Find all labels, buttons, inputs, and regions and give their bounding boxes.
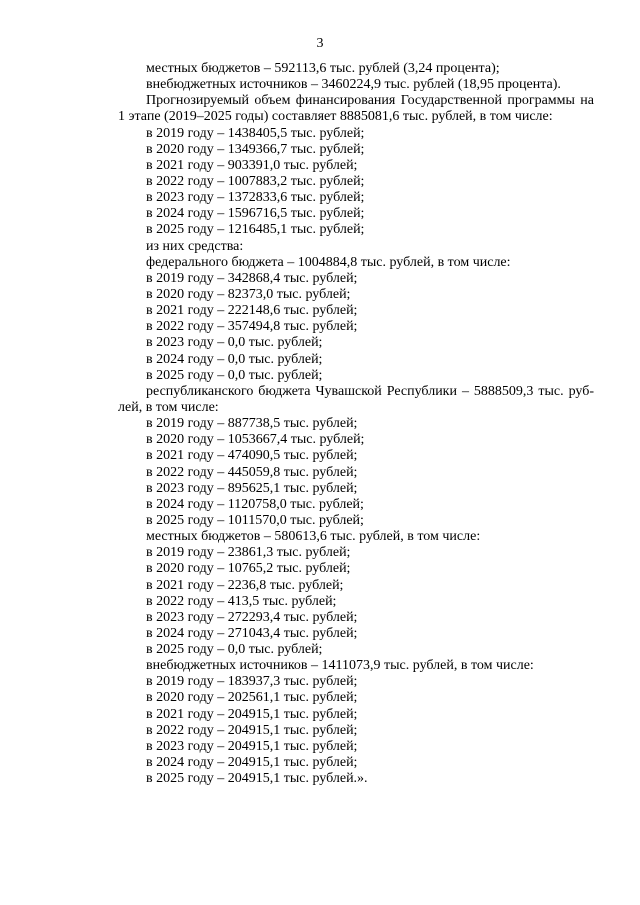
text-line: в 2021 году – 204915,1 тыс. рублей;	[146, 706, 358, 722]
document-body	[118, 61, 594, 787]
text-line: в 2021 году – 474090,5 тыс. рублей;	[146, 448, 358, 464]
text-line: в 2019 году – 183937,3 тыс. рублей;	[146, 674, 358, 690]
text-line: в 2024 году – 271043,4 тыс. рублей;	[146, 625, 358, 641]
text-line: Прогнозируемый объем финансирования Государственной программы на	[146, 93, 594, 109]
text-line: в 2024 году – 204915,1 тыс. рублей;	[146, 755, 358, 771]
text-line: в 2019 году – 1438405,5 тыс. рублей;	[146, 125, 365, 141]
text-line: в 2022 году – 204915,1 тыс. рублей;	[146, 722, 358, 738]
text-line: в 2023 году – 0,0 тыс. рублей;	[146, 335, 323, 351]
text-line: в 2025 году – 0,0 тыс. рублей;	[146, 367, 323, 383]
text-line: в 2024 году – 1120758,0 тыс. рублей;	[146, 496, 364, 512]
text-line: в 2022 году – 1007883,2 тыс. рублей;	[146, 173, 365, 189]
text-line: в 2022 году – 413,5 тыс. рублей;	[146, 593, 337, 609]
text-line: в 2019 году – 887738,5 тыс. рублей;	[146, 416, 358, 432]
text-line: лей, в том числе:	[118, 399, 219, 415]
text-line: в 2023 году – 895625,1 тыс. рублей;	[146, 480, 358, 496]
text-line: 1 этапе (2019–2025 годы) составляет 8885081,6 тыс. рублей, в том числе:	[118, 109, 553, 125]
text-line: в 2024 году – 1596716,5 тыс. рублей;	[146, 206, 365, 222]
text-line: местных бюджетов – 580613,6 тыс. рублей, в том числе:	[146, 529, 481, 545]
text-line: внебюджетных источников – 3460224,9 тыс. рублей (18,95 процента).	[146, 77, 561, 93]
text-line: в 2019 году – 342868,4 тыс. рублей;	[146, 270, 358, 286]
text-line: федерального бюджета – 1004884,8 тыс. рублей, в том числе:	[146, 254, 511, 270]
text-line: в 2023 году – 204915,1 тыс. рублей;	[146, 738, 358, 754]
page-number: 3	[316, 36, 324, 51]
text-line: внебюджетных источников – 1411073,9 тыс. рублей, в том числе:	[146, 658, 534, 674]
text-line: в 2025 году – 1216485,1 тыс. рублей;	[146, 222, 365, 238]
text-line: в 2021 году – 903391,0 тыс. рублей;	[146, 157, 358, 173]
text-line: в 2022 году – 445059,8 тыс. рублей;	[146, 464, 358, 480]
text-line: в 2024 году – 0,0 тыс. рублей;	[146, 351, 323, 367]
text-line: в 2021 году – 2236,8 тыс. рублей;	[146, 577, 344, 593]
text-line: в 2021 году – 222148,6 тыс. рублей;	[146, 303, 358, 319]
text-line: в 2020 году – 202561,1 тыс. рублей;	[146, 690, 358, 706]
text-line: в 2025 году – 0,0 тыс. рублей;	[146, 642, 323, 658]
text-line: в 2020 году – 1053667,4 тыс. рублей;	[146, 432, 365, 448]
text-line: в 2019 году – 23861,3 тыс. рублей;	[146, 545, 351, 561]
text-line: республиканского бюджета Чувашской Республики – 5888509,3 тыс. руб-	[146, 383, 594, 399]
text-line: из них средства:	[146, 238, 244, 254]
text-line: в 2025 году – 1011570,0 тыс. рублей;	[146, 512, 364, 528]
text-line: в 2020 году – 82373,0 тыс. рублей;	[146, 286, 351, 302]
text-line: в 2020 году – 10765,2 тыс. рублей;	[146, 561, 351, 577]
text-line: в 2023 году – 1372833,6 тыс. рублей;	[146, 190, 365, 206]
text-line: в 2023 году – 272293,4 тыс. рублей;	[146, 609, 358, 625]
text-line: местных бюджетов – 592113,6 тыс. рублей (3,24 процента);	[146, 61, 500, 76]
text-line: в 2022 году – 357494,8 тыс. рублей;	[146, 319, 358, 335]
text-line: в 2020 году – 1349366,7 тыс. рублей;	[146, 141, 365, 157]
text-line: в 2025 году – 204915,1 тыс. рублей.».	[146, 771, 368, 787]
